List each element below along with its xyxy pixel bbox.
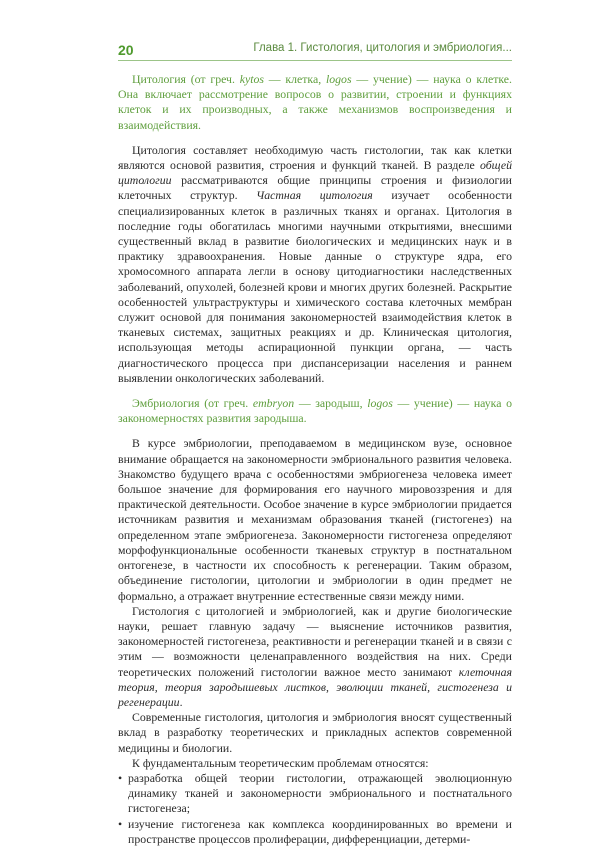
list-item: • изучение гистогенеза как комплекса координированных во времени и пространстве процессов пролиферации, дифференциации, детерми-: [118, 816, 512, 846]
cytology-definition: Цитология (от греч. kytos — клетка, logos — учение) — наука о клетке. Она включает рассмотрение вопросов о развитии, строении и функциях клеток и их производных, а также механизмов воспроизведения и взаимодействия.: [118, 72, 512, 132]
header-divider: [118, 60, 512, 61]
page-body: [118, 72, 512, 847]
page-header: [118, 0, 512, 62]
problems-list: [118, 771, 512, 847]
page-number: 20: [118, 42, 134, 58]
running-title: Глава 1. Гистология, цитология и эмбриология...: [253, 42, 512, 54]
embryology-definition: Эмбриология (от греч. embryon — зародыш, logos — учение) — наука о закономерностях развития зародыша.: [118, 396, 512, 426]
list-item: • разработка общей теории гистологии, отражающей эволюционную динамику тканей и закономерности эмбрионального и постнатального гистогенеза;: [118, 770, 512, 816]
cytology-paragraph: Цитология составляет необходимую часть гистологии, так как клетки являются основой развития, строения и функций тканей. В разделе общей цитологии рассматриваются общие принципы строения и физиологии клеточных структур. Частная цитология изучает особенности специализированных клеток в различных тканях и органах. Цитология в последние годы обогатилась многими научными открытиями, внесшими существенный вклад в развитие биологических и медицинских наук и в практику здравоохранения. Новые данные о структуре ядра, его хромосомного аппарата легли в основу цитодиагностики наследственных заболеваний, опухолей, болезней крови и многих других болезней. Раскрытие особенностей ультраструктуры и химического состава клеточных мембран служит основой для понимания закономерностей взаимодействия клеток в тканевых системах, защитных реакциях и др. Клиническая цитология, использующая методы аспирационной пункции органа, — часть диагностического процесса при диспансеризации населения и раннем выявлении онкологических заболеваний.: [118, 142, 513, 385]
problems-intro: К фундаментальным теоретическим проблемам относятся:: [132, 755, 429, 770]
bullet-icon: •: [118, 770, 123, 785]
bullet-icon: •: [118, 816, 123, 831]
contribution-paragraph: Современные гистология, цитология и эмбриология вносят существенный вклад в разработку теоретических и прикладных аспектов современной медицины и биологии.: [118, 710, 512, 755]
histology-paragraph: Гистология с цитологией и эмбриологией, как и другие биологические науки, решает главную задачу — выяснение источников развития, закономерностей гистогенеза, реактивности и регенерации тканей и в связи с этим — возможности целенаправленного воздействия на них. Среди теоретических положений гистологии важное место занимают клеточная теория, теория зародышевых листков, эволюции тканей, гистогенеза и регенерации.: [118, 603, 512, 709]
embryology-paragraph: В курсе эмбриологии, преподаваемом в медицинском вузе, основное внимание обращается на закономерности эмбрионального развития человека. Знакомство будущего врача с особенностями эмбриогенеза человека имеет большое значение для формирования его научного мировоззрения и для практической деятельности. Особое значение в курсе эмбриологии придается источникам развития и механизмам образования тканей (гистогенез) на определенном этапе эмбриогенеза. Закономерности гистогенеза определяют морфофункциональные особенности тканевых структур в постнатальном онтогенезе, в частности их способность к регенерации. Таким образом, объединение гистологии, цитологии и эмбриологии в один предмет не формально, а отражает внутренние естественные связи между ними.: [118, 436, 512, 603]
